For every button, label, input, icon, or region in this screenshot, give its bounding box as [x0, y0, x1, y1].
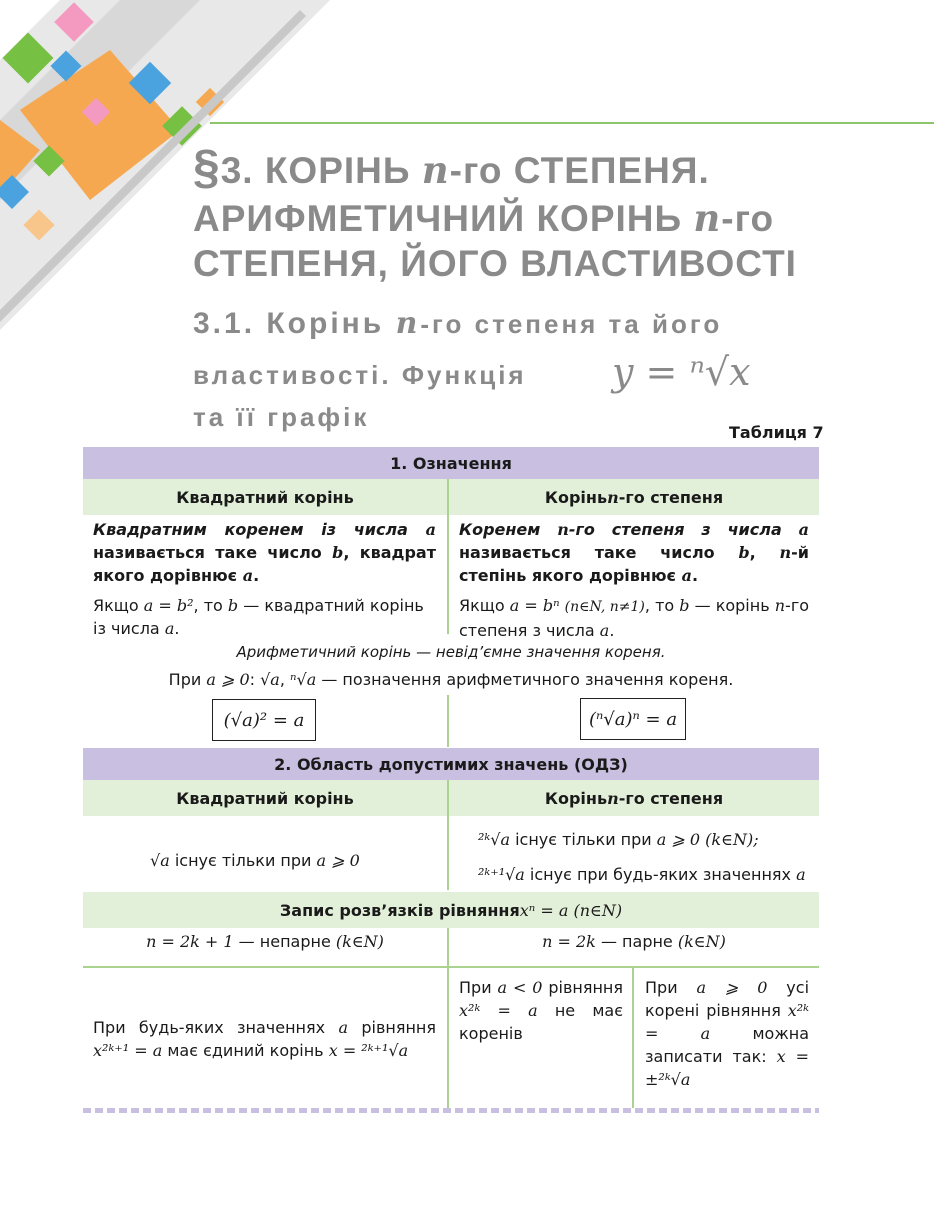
- section1-title: 1. Означення: [83, 447, 819, 479]
- table-label: Таблиця 7: [729, 423, 824, 442]
- divider: [447, 928, 449, 1108]
- left-definition: Квадратним коренем із числа a називається таке число b, квадрат якого дорівнює a.: [93, 520, 437, 585]
- formula-box-nth-root: (ⁿ√a)ⁿ = a: [580, 698, 686, 740]
- odd-n-solution: При будь-яких значеннях a рівняння x²ᵏ⁺¹ = a має єдиний корінь x = ²ᵏ⁺¹√a: [93, 1018, 437, 1060]
- section2-title: 2. Область допустимих значень (ОДЗ): [83, 748, 819, 780]
- section2-col-left: Квадратний корінь: [83, 780, 447, 816]
- section1-col-left: Квадратний корінь: [83, 479, 447, 515]
- formula-box-square-root: (√a)² = a: [212, 699, 316, 741]
- even-n-header: n = 2k — парне (k∈N): [542, 932, 726, 951]
- odz-odd-root: ²ᵏ⁺¹√a існує при будь-яких значеннях a: [478, 865, 806, 884]
- table-bottom-border: [83, 1108, 819, 1113]
- left-if-statement: Якщо a = b², то b — квадратний корінь із числа a.: [93, 596, 424, 638]
- divider: [632, 968, 634, 1108]
- right-definition: Коренем n-го степеня з числа a називається таке число b, n-й степінь якого дорівнює a.: [459, 520, 810, 585]
- right-if-statement: Якщо a = bⁿ (n∈N, n≠1), то b — корінь n-го степеня з числа a.: [459, 596, 810, 640]
- section-title-line3: СТЕПЕНЯ, ЙОГО ВЛАСТИВОСТІ: [193, 243, 797, 284]
- function-formula: y = ⁿ√x: [612, 350, 751, 394]
- arithmetic-root-notation: При a ⩾ 0: √a, ⁿ√a — позначення арифметичного значення кореня.: [168, 670, 734, 689]
- even-n-negative-case: При a < 0 рівняння x²ᵏ = a не має коренів: [459, 978, 624, 1043]
- odz-even-root: ²ᵏ√a існує тільки при a ⩾ 0 (k∈N);: [478, 830, 759, 849]
- even-n-positive-case: При a ⩾ 0 усі корені рівняння x²ᵏ = a можна записати так: x = ±²ᵏ√a: [645, 978, 810, 1089]
- subsection-title-line3: та її графік: [193, 402, 370, 432]
- header-rule: [210, 122, 934, 124]
- arithmetic-root-note: Арифметичний корінь — невід’ємне значення кореня.: [236, 643, 666, 661]
- section3-title: Запис розв’язків рівняння xⁿ = a (n∈N): [83, 892, 819, 928]
- section1-col-right: Корінь n -го степеня: [449, 479, 819, 515]
- section2-col-right: Корінь n -го степеня: [449, 780, 819, 816]
- divider: [447, 695, 449, 747]
- section-title-line2: АРИФМЕТИЧНИЙ КОРІНЬ n-го: [193, 196, 775, 240]
- subsection-title-line1: 3.1. Корінь n-го степеня та його: [193, 306, 723, 341]
- divider: [447, 479, 449, 634]
- odz-square-root: √a існує тільки при a ⩾ 0: [150, 851, 360, 870]
- divider: [83, 966, 819, 968]
- subsection-title-line2: властивості. Функція: [193, 360, 527, 390]
- odd-n-header: n = 2k + 1 — непарне (k∈N): [146, 932, 384, 951]
- divider: [447, 780, 449, 890]
- section-title-line1: §3. КОРІНЬ n-го СТЕПЕНЯ.: [193, 141, 710, 194]
